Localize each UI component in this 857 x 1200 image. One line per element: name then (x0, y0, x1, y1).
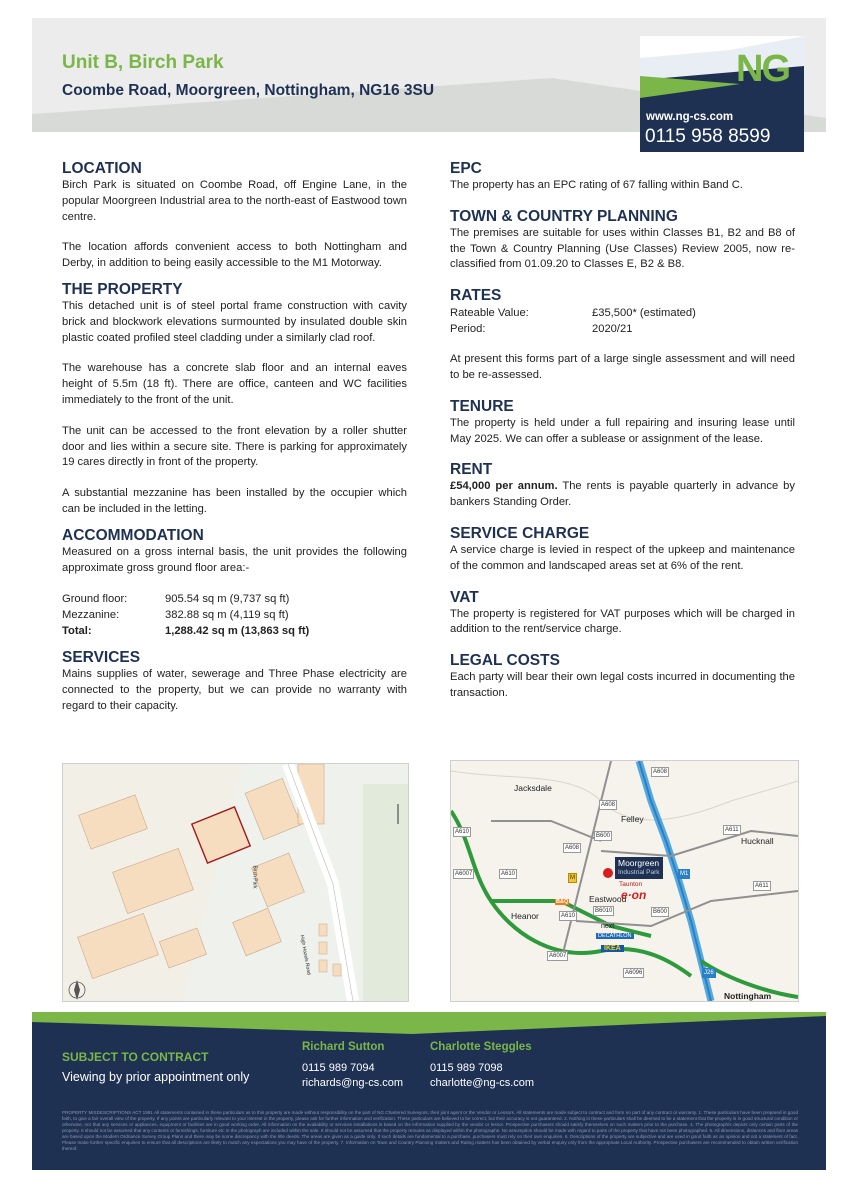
tenure-heading: TENURE (450, 397, 514, 415)
brand-label: next (601, 923, 615, 930)
table-row (62, 591, 309, 607)
place-label: Jacksdale (514, 783, 552, 793)
accommodation-total-value: 1,288.42 sq m (13,863 sq ft) (165, 625, 310, 638)
place-label: Heanor (511, 911, 539, 921)
brand-label: DECATHLON (598, 933, 632, 939)
services-heading: SERVICES (62, 649, 141, 667)
property-text-4: A substantial mezzanine has been installed by the occupier which can be included in the letting. (62, 487, 407, 515)
tenure-text: The property is held under a full repairing and insuring lease until May 2025. We can offer a sublease or assignment of the lease. (450, 416, 795, 445)
motorway-label: M1 (680, 871, 689, 877)
accommodation-value: 382.88 sq m (4,119 sq ft) (165, 609, 289, 622)
road-label: A6007 (549, 953, 567, 959)
road-label: A6096 (625, 970, 643, 976)
accommodation-value: 905.54 sq m (9,737 sq ft) (165, 593, 290, 606)
rates-label: Period: (450, 323, 486, 336)
rent-amount: £54,000 per annum. (450, 480, 558, 493)
contact-email[interactable]: charlotte@ng-cs.com (430, 1077, 535, 1089)
road-label: A608 (565, 845, 580, 851)
services-text: Mains supplies of water, sewerage and Three Phase electricity are connected to the property, but we can provide no warranty with regard to their capacity. (62, 668, 407, 712)
viewing-note: Viewing by prior appointment only (62, 1070, 250, 1084)
rates-table (450, 305, 696, 337)
site-marker-label (615, 857, 663, 879)
rates-value: 2020/21 (592, 323, 633, 336)
road-label: A610 (561, 913, 576, 919)
junction-label: J26 (704, 970, 714, 976)
site-sub: Industrial Park (618, 869, 660, 876)
subject-to-contract: SUBJECT TO CONTRACT (62, 1050, 209, 1064)
planning-text: The premises are suitable for uses within Classes B1, B2 and B8 of the Town & Country Planning (Use Classes) Review 2005, now re-classified from 01.09.20 to Classes E, B2 & B8. (450, 226, 795, 271)
table-row (62, 607, 309, 623)
brand-label: B&Q (556, 899, 569, 905)
property-text-2: The warehouse has a concrete slab floor and an internal eaves height of 5.5m (18 ft). There are office, canteen and WC facilities immediately to the front of the unit. (62, 362, 407, 406)
rates-label: Rateable Value: (450, 307, 529, 320)
site-plan-map[interactable] (62, 763, 409, 1002)
road-label: A608 (653, 769, 668, 775)
property-text-3: The unit can be accessed to the front elevation by a roller shutter door and lies within a secure site. There is parking for approximately 19 cares directly in front of the property. (62, 424, 407, 469)
service-charge-text: A service charge is levied in respect of the upkeep and maintenance of the common and landscaped areas set at 6% of the rent. (450, 543, 795, 572)
property-text-1: This detached unit is of steel portal frame construction with cavity brick and blockwork elevations surmounted by insulated double skin plastic coated profiled steel cladding under a similarly clad roof. (62, 299, 407, 344)
accommodation-heading: ACCOMMODATION (62, 526, 204, 544)
accommodation-label: Ground floor: (62, 593, 128, 606)
contact-name: Charlotte Steggles (430, 1041, 532, 1053)
accommodation-table (62, 591, 309, 639)
table-row (450, 321, 696, 337)
contact-phone[interactable]: 0115 989 7098 (430, 1061, 503, 1074)
location-text-2: The location affords convenient access to both Nottingham and Derby, in addition to being easily accessible to the M1 Motorway. (62, 241, 407, 270)
footer-accent (32, 1012, 826, 1034)
contact-card-charlotte (430, 1040, 534, 1092)
rent-terms: The rents is payable quarterly in advance by bankers Standing Order. (450, 480, 795, 509)
road-label: A611 (755, 883, 769, 889)
place-label: Hucknall (741, 836, 774, 846)
location-map[interactable] (450, 760, 799, 1002)
brand-label: IKEA (601, 945, 624, 952)
rates-value: £35,500* (estimated) (592, 307, 696, 320)
logo-url[interactable]: www.ng-cs.com (646, 111, 734, 123)
vat-text: The property is registered for VAT purposes which will be charged in addition to the rent/service charge. (450, 607, 795, 636)
table-row (62, 623, 309, 639)
accommodation-text: Measured on a gross internal basis, the unit provides the following approximate gross ground floor area:- (62, 545, 407, 574)
brand-label: e·on (621, 888, 647, 902)
accommodation-label: Mezzanine: (62, 609, 120, 622)
vat-heading: VAT (450, 588, 479, 606)
contact-card-richard (302, 1040, 403, 1092)
logo-mark: NG (736, 48, 789, 90)
road-label: A608 (601, 802, 616, 808)
accommodation-total-label: Total: (62, 625, 92, 638)
m-badge: M (570, 875, 575, 881)
footer (32, 1012, 826, 1170)
site-road-label: Birch Park (251, 865, 258, 889)
site-name: Moorgreen (618, 858, 660, 868)
place-label: Felley (621, 814, 644, 824)
property-heading: THE PROPERTY (62, 280, 183, 298)
legal-costs-text: Each party will bear their own legal costs incurred in documenting the transaction. (450, 671, 795, 699)
rates-heading: RATES (450, 287, 502, 305)
left-column (62, 160, 407, 715)
road-label: B6010 (595, 908, 613, 914)
property-address: Coombe Road, Moorgreen, Nottingham, NG16 3SU (62, 82, 435, 99)
contact-name: Richard Sutton (302, 1041, 385, 1053)
right-column (450, 160, 795, 702)
brand-label: Taunton (619, 881, 643, 888)
rent-text (450, 479, 795, 511)
location-heading: LOCATION (62, 160, 142, 177)
page-title: Unit B, Birch Park (62, 52, 224, 73)
rent-heading: RENT (450, 461, 493, 479)
place-label: Nottingham (724, 991, 772, 1001)
rates-text: At present this forms part of a large single assessment and will need to be re-assessed. (450, 353, 795, 381)
road-label: B600 (596, 833, 611, 839)
epc-heading: EPC (450, 160, 482, 177)
road-label: A611 (725, 827, 739, 833)
road-label: A6007 (455, 871, 473, 877)
legal-costs-heading: LEGAL COSTS (450, 652, 560, 670)
contact-phone[interactable]: 0115 989 7094 (302, 1061, 375, 1074)
service-charge-heading: SERVICE CHARGE (450, 524, 590, 542)
legal-disclaimer: PROPERTY MISDESCRIPTIONS ACT 1991 All statements contained in these particulars as to this property are made without responsibility on the part of NG Chartered Surveyors, their joint agent or the Vendor or Lessors. All statements are made subject to contract and form no part of any contract or warranty. 1. These particulars have been prepared in good faith, to give a fair overall view of the property. If any points are particularly relevant to your interest in the property, please ask for further information and verification. These particulars are believed to be correct, but their accuracy is not guaranteed. 2. Nothing in these particulars shall be deemed to be a statement that the property is in good structural condition or otherwise, nor that any services or appliances, equipment or facilities are in good working order. All information on the availability or services installations is based on the information supplied by the vendor or lessor. Prospective purchasers should satisfy themselves on such matters prior to the purchase. 4. The photograph/s depicts only certain parts of the property. It should not be assumed that any contents or furnishings, furniture etc in the photograph are included within the sale. It should not be assumed that the property remains as displayed within the photographs. No assumption should be made with regard to parts of the property that have not been photographed. 5. All dimensions, distances and floor areas are based upon the Modern Ordnance Survey Group Plans and there may be some discrepancy with the title deeds. The areas are given as a guide only. If such details are fundamental to a purchase, purchasers must rely on their own enquiries. 6. Descriptions of the property are subjective and are used in good faith as an opinion and not a statement of fact. Please make further specific enquiries to ensure that all descriptions are likely to match any expectations you may have of the property. 7. Information on Town and Country Planning matters and Rating matters has been obtained by verbal enquiry only from the appropriate Local Authority. Prospective purchasers are recommended to obtain written verification thereof. (62, 1110, 798, 1151)
epc-text: The property has an EPC rating of 67 falling within Band C. (450, 179, 743, 191)
road-label: A610 (501, 871, 516, 877)
contact-email[interactable]: richards@ng-cs.com (302, 1077, 404, 1089)
road-label: A610 (455, 829, 470, 835)
ng-logo[interactable] (640, 36, 804, 152)
location-text-1: Birch Park is situated on Coombe Road, off Engine Lane, in the popular Moorgreen Industrial area to the north-east of Eastwood town centre. (62, 179, 407, 223)
table-row (450, 305, 696, 321)
road-label: B600 (653, 909, 668, 915)
site-plan-graphic (63, 764, 408, 1001)
place-label: Eastwood (589, 894, 627, 904)
logo-phone[interactable]: 0115 958 8599 (645, 126, 771, 147)
planning-heading: TOWN & COUNTRY PLANNING (450, 207, 678, 225)
site-road-label: High Hazels Road (298, 934, 312, 976)
